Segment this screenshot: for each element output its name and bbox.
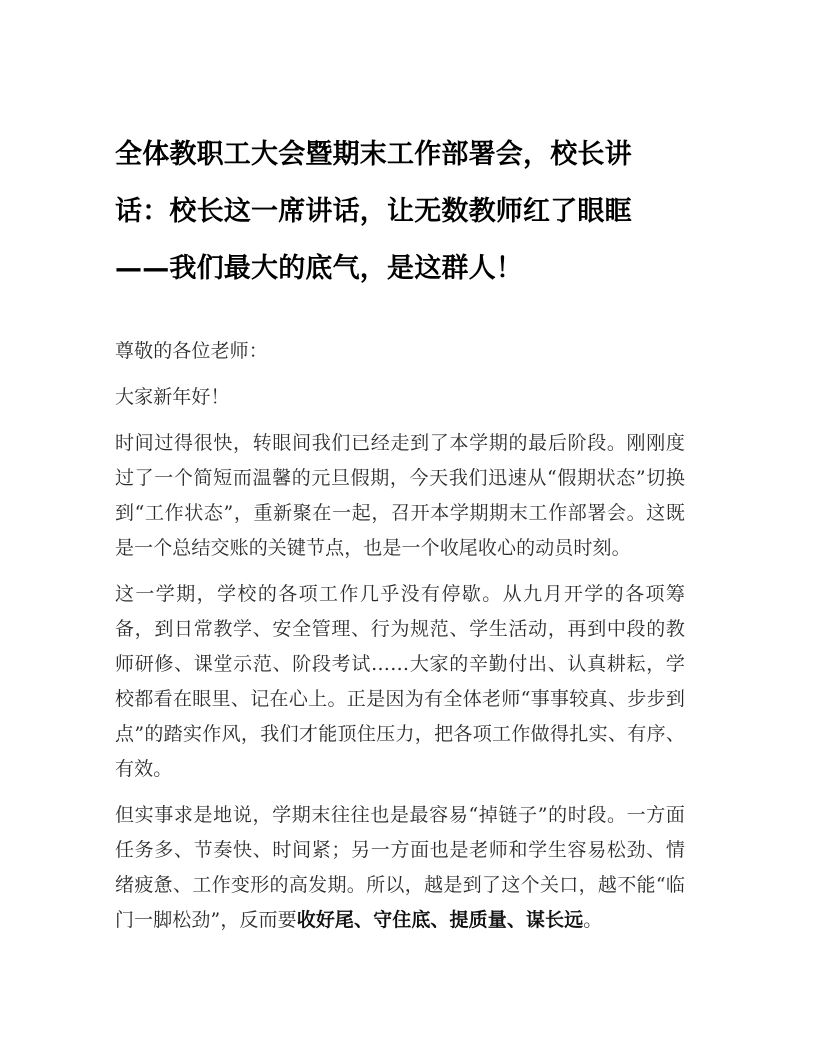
page-content-column bbox=[115, 0, 685, 938]
emphasized-text: 收好尾、守住底、提质量、谋长远 bbox=[296, 909, 584, 931]
body-paragraph: 时间过得很快，转眼间我们已经走到了本学期的最后阶段。刚刚度过了一个简短而温馨的元旦假期，今天我们迅速从“假期状态”切换到“工作状态”，重新聚在一起，召开本学期期末工作部署会。这既是一个总结交账的关键节点，也是一个收尾收心的动员时刻。 bbox=[115, 432, 685, 559]
page-title: 全体教职工大会暨期末工作部署会，校长讲话：校长这一席讲话，让无数教师红了眼眶——我们最大的底气，是这群人！ bbox=[115, 139, 632, 284]
greeting-line: 大家新年好！ bbox=[115, 386, 230, 408]
document-body bbox=[115, 334, 685, 938]
body-paragraph: 但实事求是地说，学期末往往也是最容易“掉链子”的时段。一方面任务多、节奏快、时间紧；另一方面也是老师和学生容易松劲、情绪疲惫、工作变形的高发期。所以，越是到了这个关口，越不能“临门一脚松劲”，反而要收好尾、守住底、提质量、谋长远。 bbox=[115, 804, 685, 931]
salutation-line: 尊敬的各位老师： bbox=[115, 340, 268, 362]
body-paragraph: 这一学期，学校的各项工作几乎没有停歇。从九月开学的各项筹备，到日常教学、安全管理、行为规范、学生活动，再到中段的教师研修、课堂示范、阶段考试……大家的辛勤付出、认真耕耘，学校都看在眼里、记在心上。正是因为有全体老师“事事较真、步步到点”的踏实作风，我们才能顶住压力，把各项工作做得扎实、有序、有效。 bbox=[115, 583, 685, 780]
